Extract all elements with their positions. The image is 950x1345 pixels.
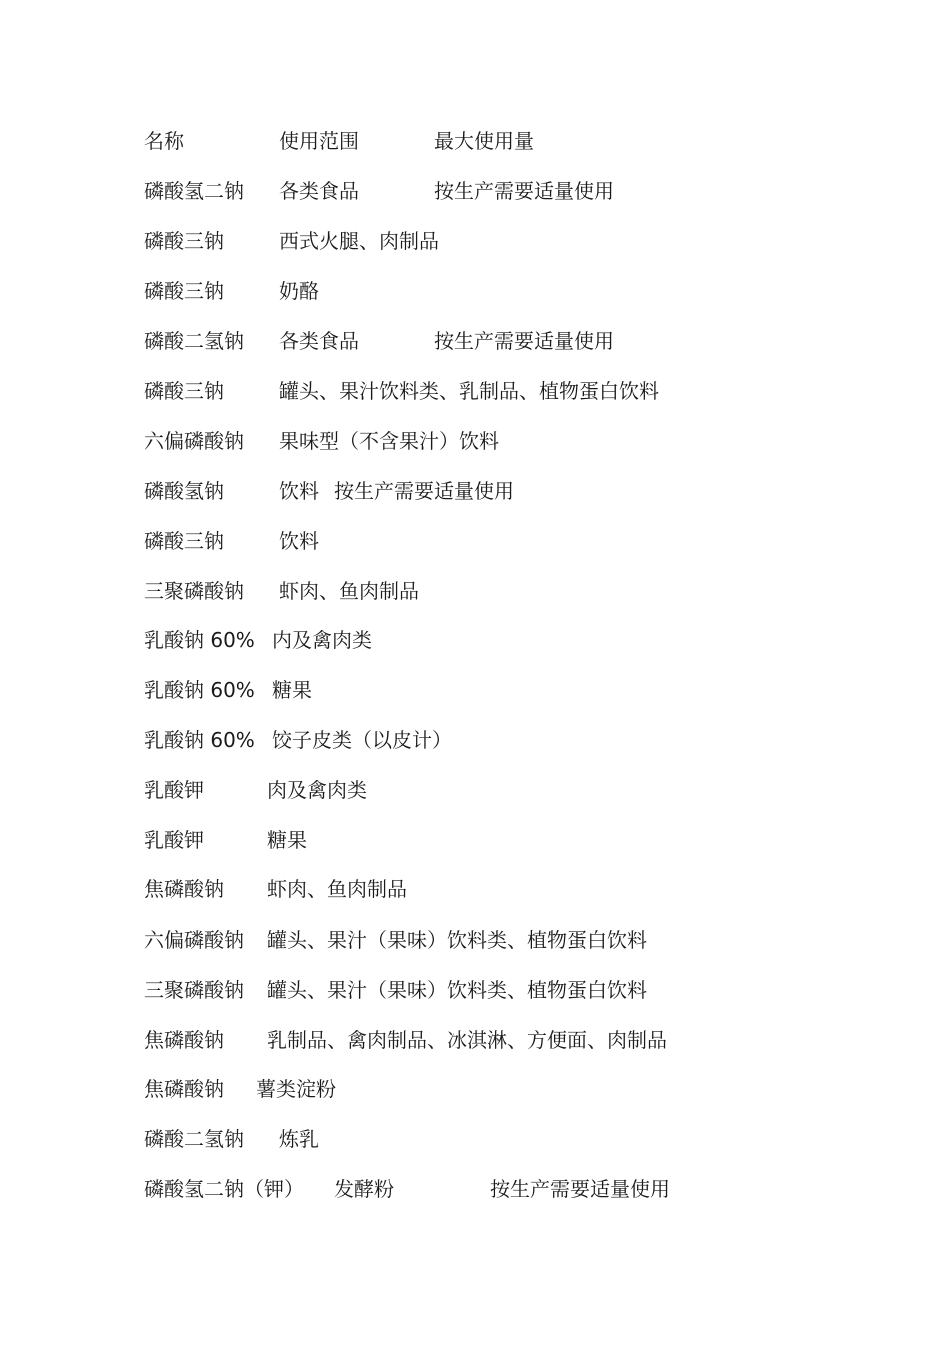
row-name: 乳酸钠 60% bbox=[144, 628, 255, 652]
header-name: 名称 bbox=[144, 129, 184, 153]
row-name: 磷酸三钠 bbox=[144, 279, 224, 303]
table-row bbox=[0, 925, 950, 955]
row-scope: 各类食品 bbox=[279, 329, 359, 353]
table-row bbox=[0, 825, 950, 855]
row-name: 磷酸二氢钠 bbox=[144, 1127, 244, 1151]
table-row bbox=[0, 1025, 950, 1055]
row-scope: 糖果 bbox=[267, 828, 307, 852]
row-name: 磷酸氢二钠（钾） bbox=[144, 1177, 304, 1201]
row-name: 乳酸钾 bbox=[144, 778, 204, 802]
table-row bbox=[0, 576, 950, 606]
row-max-usage: 按生产需要适量使用 bbox=[334, 479, 514, 503]
table-header-row bbox=[0, 126, 950, 156]
table-row bbox=[0, 276, 950, 306]
row-scope: 发酵粉 bbox=[334, 1177, 394, 1201]
row-name: 磷酸氢钠 bbox=[144, 479, 224, 503]
row-scope: 饮料 bbox=[279, 479, 319, 503]
table-row bbox=[0, 476, 950, 506]
table-row bbox=[0, 326, 950, 356]
table-row bbox=[0, 725, 950, 755]
row-scope: 薯类淀粉 bbox=[256, 1077, 336, 1101]
row-name: 三聚磷酸钠 bbox=[144, 579, 244, 603]
table-row bbox=[0, 1174, 950, 1204]
row-scope: 罐头、果汁（果味）饮料类、植物蛋白饮料 bbox=[267, 928, 647, 952]
row-name: 六偏磷酸钠 bbox=[144, 928, 244, 952]
row-max-usage: 按生产需要适量使用 bbox=[434, 329, 614, 353]
row-scope: 果味型（不含果汁）饮料 bbox=[279, 429, 499, 453]
row-scope: 奶酪 bbox=[279, 279, 319, 303]
row-name: 乳酸钠 60% bbox=[144, 678, 255, 702]
table-row bbox=[0, 426, 950, 456]
row-scope: 内及禽肉类 bbox=[272, 628, 372, 652]
table-row bbox=[0, 975, 950, 1005]
row-scope: 饺子皮类（以皮计） bbox=[272, 728, 452, 752]
table-row bbox=[0, 526, 950, 556]
table-row bbox=[0, 1074, 950, 1104]
row-name: 焦磷酸钠 bbox=[144, 877, 224, 901]
row-name: 乳酸钾 bbox=[144, 828, 204, 852]
row-scope: 罐头、果汁（果味）饮料类、植物蛋白饮料 bbox=[267, 978, 647, 1002]
row-name: 三聚磷酸钠 bbox=[144, 978, 244, 1002]
row-name: 磷酸三钠 bbox=[144, 229, 224, 253]
row-name: 焦磷酸钠 bbox=[144, 1028, 224, 1052]
row-name: 磷酸三钠 bbox=[144, 379, 224, 403]
row-max-usage: 按生产需要适量使用 bbox=[490, 1177, 670, 1201]
row-max-usage: 按生产需要适量使用 bbox=[434, 179, 614, 203]
row-name: 焦磷酸钠 bbox=[144, 1077, 224, 1101]
row-name: 六偏磷酸钠 bbox=[144, 429, 244, 453]
row-scope: 罐头、果汁饮料类、乳制品、植物蛋白饮料 bbox=[279, 379, 659, 403]
row-scope: 虾肉、鱼肉制品 bbox=[267, 877, 407, 901]
table-row bbox=[0, 1124, 950, 1154]
table-row bbox=[0, 625, 950, 655]
row-scope: 饮料 bbox=[279, 529, 319, 553]
row-name: 磷酸氢二钠 bbox=[144, 179, 244, 203]
table-row bbox=[0, 675, 950, 705]
row-name: 磷酸二氢钠 bbox=[144, 329, 244, 353]
row-name: 磷酸三钠 bbox=[144, 529, 224, 553]
table-row bbox=[0, 874, 950, 904]
table-row bbox=[0, 376, 950, 406]
row-scope: 肉及禽肉类 bbox=[267, 778, 367, 802]
header-scope: 使用范围 bbox=[279, 129, 359, 153]
row-scope: 虾肉、鱼肉制品 bbox=[279, 579, 419, 603]
table-row bbox=[0, 775, 950, 805]
row-scope: 各类食品 bbox=[279, 179, 359, 203]
row-name: 乳酸钠 60% bbox=[144, 728, 255, 752]
header-max-usage: 最大使用量 bbox=[434, 129, 534, 153]
row-scope: 炼乳 bbox=[279, 1127, 319, 1151]
row-scope: 糖果 bbox=[272, 678, 312, 702]
table-row bbox=[0, 176, 950, 206]
row-scope: 乳制品、禽肉制品、冰淇淋、方便面、肉制品 bbox=[267, 1028, 667, 1052]
table-row bbox=[0, 226, 950, 256]
row-scope: 西式火腿、肉制品 bbox=[279, 229, 439, 253]
